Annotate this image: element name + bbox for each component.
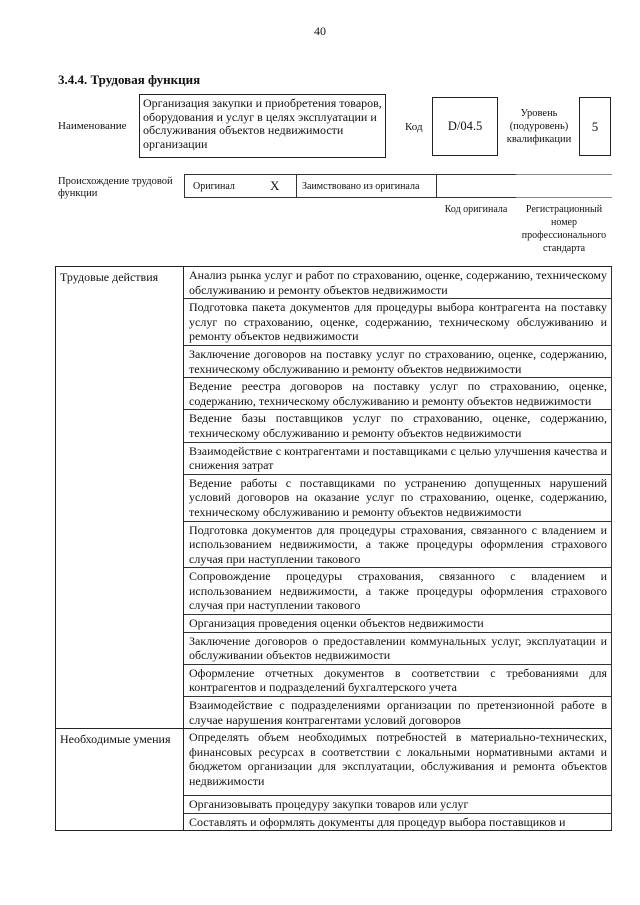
origin-original-mark: X: [270, 178, 280, 193]
list-item: Ведение базы поставщиков услуг по страхованию, оценке, содержанию, техническому обслуживанию и ремонту объектов недвижимости: [184, 410, 612, 442]
group-items: [184, 729, 612, 830]
list-item: Анализ рынка услуг и работ по страхованию, оценке, содержанию, техническому обслуживанию и ремонту объектов недвижимости: [184, 267, 612, 299]
function-name-value: Организация закупки и приобретения товаров, оборудования и услуг в целях эксплуатации и обслуживания объектов недвижимости организации: [139, 94, 386, 158]
list-item: Подготовка пакета документов для процедуры выбора контрагента на поставку услуг по страхованию, оценке, содержанию, техническому обслуживанию и ремонту объектов недвижимости: [184, 299, 612, 346]
list-item: Подготовка документов для процедуры страхования, связанного с владением и использованием недвижимости, а также процедуры оформления страхового случая при наступлении такового: [184, 522, 612, 569]
list-item: Организовывать процедуру закупки товаров или услуг: [184, 796, 612, 814]
origin-reg-caption: Регистрационный номер профессионального стандарта: [521, 204, 607, 254]
group-label: Необходимые умения: [56, 729, 184, 830]
list-item: Взаимодействие с подразделениями организации по претензионной работе в случае нарушения контрагентами условий договоров: [184, 697, 612, 728]
list-item: Определять объем необходимых потребностей в материально-технических, финансовых ресурсах в соответствии с локальными нормативными актами и бюджетом организации для эксплуатации, обслуживания и ремонта объектов недвижимости: [184, 729, 612, 796]
list-item: Заключение договоров о предоставлении коммунальных услуг, эксплуатации и обслуживании объектов недвижимости: [184, 633, 612, 665]
origin-original-label: Оригинал: [193, 181, 235, 192]
list-item: Заключение договоров на поставку услуг по страхованию, оценке, содержанию, техническому обслуживанию и ремонту объектов недвижимости: [184, 346, 612, 378]
group-required-skills: [56, 729, 612, 831]
origin-borrowed-label: Заимствовано из оригинала: [302, 181, 420, 192]
code-label: Код: [405, 121, 423, 133]
qualification-level-value: 5: [579, 97, 611, 156]
origin-reg-cell: [516, 174, 612, 198]
group-label: Трудовые действия: [56, 267, 184, 728]
page-number: 40: [314, 24, 326, 38]
list-item: Ведение работы с поставщиками по устранению допущенных нарушений условий договоров на оказание услуг по страхованию, оценке, содержанию, техническому обслуживанию и ремонту объектов недвижимости: [184, 475, 612, 522]
origin-code-caption: Код оригинала: [444, 204, 508, 215]
functions-table: [55, 266, 612, 831]
origin-code-cell: [436, 174, 516, 198]
group-items: [184, 267, 612, 728]
list-item: Организация проведения оценки объектов недвижимости: [184, 615, 612, 633]
list-item: Сопровождение процедуры страхования, связанного с владением и использованием недвижимости, а также процедуры оформления страхового случая при наступлении такового: [184, 568, 612, 615]
list-item: Ведение реестра договоров на поставку услуг по страхованию, оценке, содержанию, техническому обслуживанию и ремонту объектов недвижимости: [184, 378, 612, 410]
group-labor-actions: [56, 267, 612, 729]
origin-label: Происхождение трудовой функции: [58, 176, 173, 199]
section-title: 3.4.4. Трудовая функция: [58, 72, 201, 87]
list-item: Взаимодействие с контрагентами и поставщиками с целью улучшения качества и снижения затрат: [184, 443, 612, 475]
list-item: Оформление отчетных документов в соответствии с требованиями для контрагентов и подразделений бухгалтерского учета: [184, 665, 612, 697]
code-value: D/04.5: [432, 97, 498, 156]
qualification-level-label: Уровень (подуровень) квалификации: [506, 108, 572, 145]
name-label: Наименование: [58, 120, 127, 132]
list-item: Составлять и оформлять документы для процедур выбора поставщиков и: [184, 814, 612, 831]
